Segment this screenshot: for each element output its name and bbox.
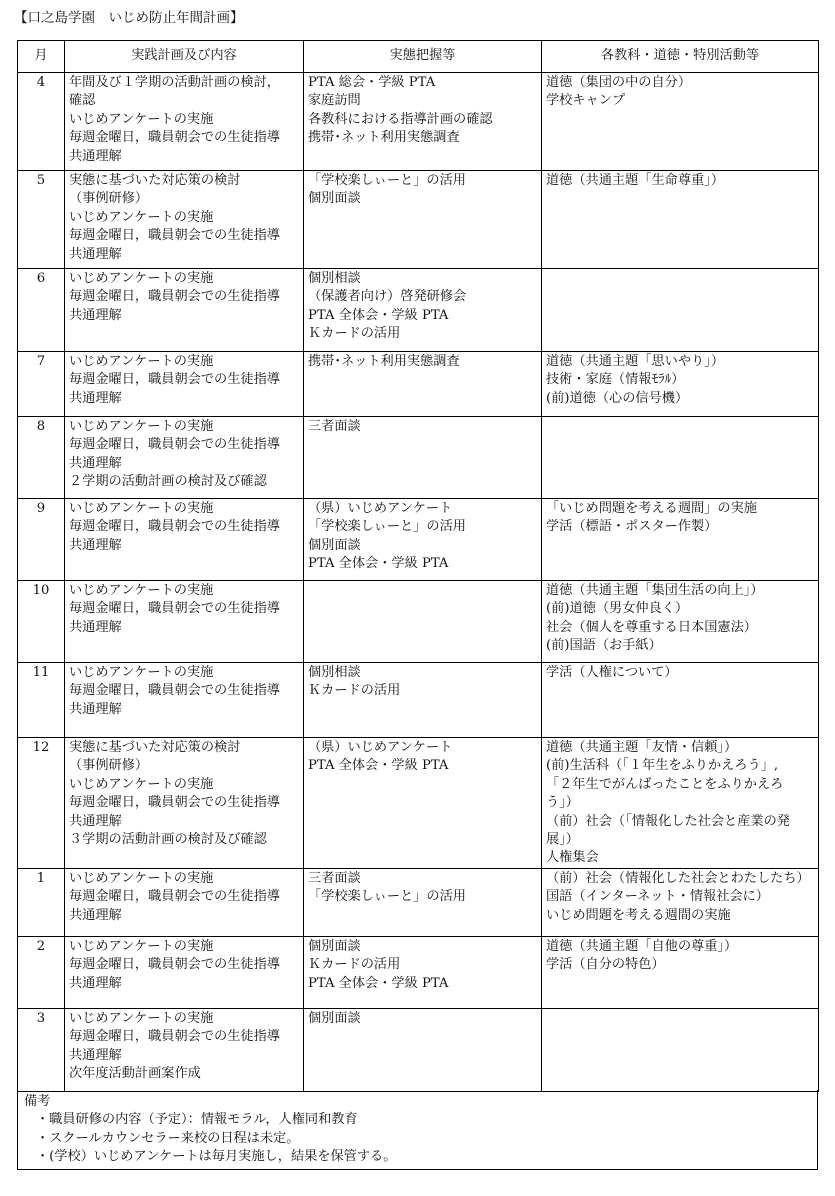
status-line: 個別面談 bbox=[308, 191, 361, 207]
plan-line: いじめアンケートの実施 bbox=[69, 1011, 214, 1026]
month-cell: 6 bbox=[18, 269, 65, 352]
document-title: 【口之島学園 いじめ防止年間計画】 bbox=[14, 10, 244, 26]
status-cell bbox=[304, 738, 542, 869]
month-cell: 12 bbox=[18, 738, 65, 869]
subjects-cell bbox=[542, 869, 819, 937]
status-cell bbox=[304, 73, 542, 171]
subjects-line: 学活（人権について） bbox=[546, 665, 678, 680]
status-line: 「学校楽しぃーと」の活用 bbox=[308, 519, 466, 535]
subjects-line: （前）社会（情報化した社会とわたしたち） bbox=[546, 871, 810, 886]
plan-line: 実態に基づいた対応策の検討 bbox=[69, 740, 241, 755]
table-row bbox=[18, 269, 819, 352]
subjects-line: 「いじめ問題を考える週間」の実施 bbox=[546, 501, 757, 516]
status-line: PTA 全体会・学級 PTA bbox=[308, 975, 449, 991]
month-cell: 10 bbox=[18, 581, 65, 663]
plan-cell bbox=[65, 171, 304, 269]
month-cell: 5 bbox=[18, 171, 65, 269]
status-line: 三者面談 bbox=[308, 419, 361, 434]
month-cell: 11 bbox=[18, 663, 65, 738]
status-cell bbox=[304, 581, 542, 663]
plan-line: 共通理解 bbox=[69, 537, 122, 553]
subjects-cell bbox=[542, 738, 819, 869]
plan-line: いじめアンケートの実施 bbox=[69, 354, 214, 369]
status-cell bbox=[304, 171, 542, 269]
subjects-line: 国語（インターネット・情報社会に） bbox=[546, 889, 769, 905]
plan-table bbox=[17, 40, 819, 1092]
status-cell bbox=[304, 663, 542, 738]
plan-cell bbox=[65, 663, 304, 738]
plan-cell bbox=[65, 269, 304, 352]
subjects-line: 人権集会 bbox=[546, 850, 599, 866]
plan-line: 共通理解 bbox=[69, 619, 122, 635]
plan-line: いじめアンケートの実施 bbox=[69, 776, 214, 792]
subjects-cell bbox=[542, 499, 819, 581]
plan-cell bbox=[65, 73, 304, 171]
subjects-line: 道徳（共通主題「思いやり」） bbox=[546, 354, 725, 369]
plan-cell bbox=[65, 499, 304, 581]
plan-cell bbox=[65, 352, 304, 417]
status-line: 個別面談 bbox=[308, 939, 361, 954]
status-cell bbox=[304, 499, 542, 581]
subjects-line: 展」） bbox=[546, 832, 579, 848]
status-line: 個別相談 bbox=[308, 665, 361, 680]
plan-line: 毎週金曜日，職員朝会での生徒指導 bbox=[69, 795, 280, 811]
plan-line: 共通理解 bbox=[69, 455, 122, 471]
plan-cell bbox=[65, 1009, 304, 1092]
subjects-cell bbox=[542, 937, 819, 1009]
plan-cell bbox=[65, 738, 304, 869]
subjects-cell bbox=[542, 352, 819, 417]
subjects-line: 学活（標語・ポスター作製） bbox=[546, 519, 718, 535]
status-line: （県）いじめアンケート bbox=[308, 501, 453, 516]
plan-line: 毎週金曜日，職員朝会での生徒指導 bbox=[69, 683, 280, 699]
subjects-line: 「２年生でがんばったことをふりかえろ bbox=[546, 776, 784, 792]
table-row bbox=[18, 352, 819, 417]
plan-line: いじめアンケートの実施 bbox=[69, 939, 214, 954]
plan-line: 共通理解 bbox=[69, 307, 122, 323]
plan-line: 毎週金曜日，職員朝会での生徒指導 bbox=[69, 372, 280, 388]
table-row bbox=[18, 869, 819, 937]
subjects-cell bbox=[542, 581, 819, 663]
status-line: 「学校楽しぃーと」の活用 bbox=[308, 173, 466, 188]
plan-cell bbox=[65, 581, 304, 663]
table-row bbox=[18, 1009, 819, 1092]
header-plan: 実践計画及び内容 bbox=[65, 41, 304, 73]
plan-line: 共通理解 bbox=[69, 975, 122, 991]
plan-cell bbox=[65, 937, 304, 1009]
plan-line: （事例研修） bbox=[69, 191, 149, 207]
plan-line: 共通理解 bbox=[69, 1047, 122, 1063]
subjects-line: (前)生活科（「１年生をふりかえろう」, bbox=[546, 758, 779, 774]
plan-cell bbox=[65, 417, 304, 499]
month-cell: 2 bbox=[18, 937, 65, 1009]
subjects-line: （前）社会（「情報化した社会と産業の発 bbox=[546, 813, 790, 829]
subjects-line: (前)道徳（心の信号機） bbox=[546, 390, 689, 406]
table-row bbox=[18, 499, 819, 581]
status-line: 家庭訪問 bbox=[308, 93, 361, 109]
subjects-cell bbox=[542, 663, 819, 738]
table-row bbox=[18, 171, 819, 269]
plan-line: ３学期の活動計画の検討及び確認 bbox=[69, 832, 267, 848]
note-item: ・職員研修の内容（予定）：情報モラル，人権同和教育 bbox=[36, 1112, 358, 1128]
status-line: （県）いじめアンケート bbox=[308, 740, 453, 755]
plan-line: 毎週金曜日，職員朝会での生徒指導 bbox=[69, 289, 280, 305]
status-line: Ｋカードの活用 bbox=[308, 683, 401, 699]
subjects-line: う」） bbox=[546, 795, 579, 811]
plan-line: 共通理解 bbox=[69, 390, 122, 406]
status-cell bbox=[304, 869, 542, 937]
month-cell: 3 bbox=[18, 1009, 65, 1092]
subjects-line: (前)国語（お手紙） bbox=[546, 638, 662, 654]
subjects-line: (前)道徳（男女仲良く） bbox=[546, 601, 689, 617]
plan-line: 共通理解 bbox=[69, 813, 122, 829]
plan-line: いじめアンケートの実施 bbox=[69, 501, 214, 516]
header-row bbox=[18, 41, 819, 73]
status-line: 各教科における指導計画の確認 bbox=[308, 111, 493, 127]
table-row bbox=[18, 581, 819, 663]
subjects-line: 社会（個人を尊重する日本国憲法） bbox=[546, 619, 757, 635]
table-row bbox=[18, 663, 819, 738]
status-line: PTA 全体会・学級 PTA bbox=[308, 307, 449, 323]
subjects-line: 道徳（集団の中の自分） bbox=[546, 75, 692, 90]
status-line: 「学校楽しぃーと」の活用 bbox=[308, 889, 466, 905]
month-cell: 1 bbox=[18, 869, 65, 937]
status-line: （保護者向け）啓発研修会 bbox=[308, 289, 467, 305]
note-item: ・(学校）いじめアンケートは毎月実施し，結果を保管する。 bbox=[36, 1149, 397, 1165]
status-line: Ｋカードの活用 bbox=[308, 326, 401, 342]
status-cell bbox=[304, 937, 542, 1009]
notes-section bbox=[17, 1090, 818, 1170]
subjects-line: いじめ問題を考える週間の実施 bbox=[546, 907, 731, 923]
status-line: 携帯･ネット利用実態調査 bbox=[308, 130, 460, 146]
plan-line: いじめアンケートの実施 bbox=[69, 111, 214, 127]
status-line: Ｋカードの活用 bbox=[308, 957, 401, 973]
header-status: 実態把握等 bbox=[304, 41, 542, 73]
header-month: 月 bbox=[18, 41, 65, 73]
plan-line: 毎週金曜日，職員朝会での生徒指導 bbox=[69, 130, 280, 146]
header-subjects: 各教科・道徳・特別活動等 bbox=[542, 41, 819, 73]
plan-line: 毎週金曜日，職員朝会での生徒指導 bbox=[69, 601, 280, 617]
status-cell bbox=[304, 417, 542, 499]
table-row bbox=[18, 738, 819, 869]
plan-line: いじめアンケートの実施 bbox=[69, 871, 214, 886]
plan-cell bbox=[65, 869, 304, 937]
status-line: PTA 総会・学級 PTA bbox=[308, 75, 436, 90]
plan-line: いじめアンケートの実施 bbox=[69, 665, 214, 680]
subjects-cell bbox=[542, 269, 819, 352]
plan-line: （事例研修） bbox=[69, 758, 149, 774]
subjects-cell bbox=[542, 1009, 819, 1092]
status-cell bbox=[304, 269, 542, 352]
plan-line: 毎週金曜日，職員朝会での生徒指導 bbox=[69, 519, 280, 535]
subjects-line: 道徳（共通主題「自他の尊重」） bbox=[546, 939, 738, 954]
plan-line: いじめアンケートの実施 bbox=[69, 583, 214, 598]
plan-table-body bbox=[18, 73, 819, 1092]
table-row bbox=[18, 417, 819, 499]
subjects-cell bbox=[542, 417, 819, 499]
subjects-line: 道徳（共通主題「集団生活の向上」） bbox=[546, 583, 764, 598]
status-line: 三者面談 bbox=[308, 871, 361, 886]
status-cell bbox=[304, 352, 542, 417]
notes-heading: 備考 bbox=[24, 1094, 51, 1109]
table-row bbox=[18, 73, 819, 171]
plan-line: 毎週金曜日，職員朝会での生徒指導 bbox=[69, 889, 280, 905]
status-line: 個別面談 bbox=[308, 1011, 361, 1026]
subjects-line: 学活（自分の特色） bbox=[546, 957, 665, 973]
subjects-cell bbox=[542, 171, 819, 269]
plan-line: 共通理解 bbox=[69, 907, 122, 923]
plan-line: 毎週金曜日，職員朝会での生徒指導 bbox=[69, 957, 280, 973]
plan-line: 毎週金曜日，職員朝会での生徒指導 bbox=[69, 1029, 280, 1045]
status-line: 携帯･ネット利用実態調査 bbox=[308, 354, 460, 369]
subjects-line: 技術・家庭（情報ﾓﾗﾙ） bbox=[546, 372, 685, 388]
subjects-cell bbox=[542, 73, 819, 171]
plan-line: 共通理解 bbox=[69, 701, 122, 717]
status-cell bbox=[304, 1009, 542, 1092]
plan-line: 確認 bbox=[69, 93, 96, 109]
month-cell: 4 bbox=[18, 73, 65, 171]
plan-line: 共通理解 bbox=[69, 246, 122, 262]
plan-line: 毎週金曜日，職員朝会での生徒指導 bbox=[69, 437, 280, 453]
month-cell: 8 bbox=[18, 417, 65, 499]
status-line: 個別相談 bbox=[308, 271, 361, 286]
subjects-line: 道徳（共通主題「生命尊重」） bbox=[546, 173, 725, 188]
plan-line: いじめアンケートの実施 bbox=[69, 209, 214, 225]
table-row bbox=[18, 937, 819, 1009]
month-cell: 9 bbox=[18, 499, 65, 581]
status-line: 個別面談 bbox=[308, 537, 361, 553]
plan-line: 次年度活動計画案作成 bbox=[69, 1066, 201, 1082]
status-line: PTA 全体会・学級 PTA bbox=[308, 758, 449, 774]
plan-line: 毎週金曜日，職員朝会での生徒指導 bbox=[69, 228, 280, 244]
plan-line: 年間及び１学期の活動計画の検討， bbox=[69, 75, 280, 90]
plan-line: 実態に基づいた対応策の検討 bbox=[69, 173, 241, 188]
subjects-line: 学校キャンプ bbox=[546, 93, 626, 109]
subjects-line: 道徳（共通主題「友情・信頼」） bbox=[546, 740, 738, 755]
plan-line: いじめアンケートの実施 bbox=[69, 419, 214, 434]
note-item: ・スクールカウンセラー来校の日程は未定。 bbox=[36, 1130, 300, 1146]
month-cell: 7 bbox=[18, 352, 65, 417]
plan-line: 共通理解 bbox=[69, 148, 122, 164]
plan-line: いじめアンケートの実施 bbox=[69, 271, 214, 286]
plan-line: ２学期の活動計画の検討及び確認 bbox=[69, 474, 267, 490]
status-line: PTA 全体会・学級 PTA bbox=[308, 556, 449, 572]
